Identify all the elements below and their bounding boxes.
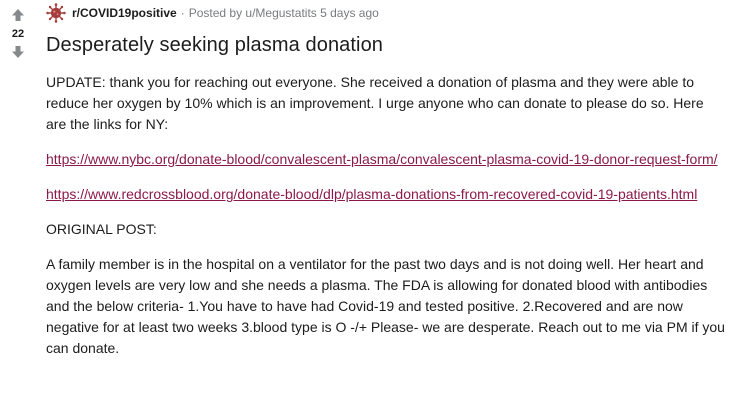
vote-count: 22 (11, 28, 25, 40)
update-paragraph: UPDATE: thank you for reaching out everyone. She received a donation of plasma and they were able to reduce her oxygen by 10% which is an improvement. I urge anyone who can donate to please do so. Here are the links for NY: (46, 74, 704, 132)
downvote-arrow-icon (11, 45, 25, 59)
original-post-paragraph: A family member is in the hospital on a ventilator for the past two days and is not doing well. Her heart and oxygen levels are very low and she needs a plasma. The FDA is allowing for donated blood with antibodies and the below criteria- 1.You have to have had Covid-19 and tested positive. 2.Recovered and are now negative for at least two weeks 3.blood type is O -/+ Please- we are desperate. Reach out to me via PM if you can donate. (46, 256, 725, 356)
upvote-arrow-icon (11, 8, 25, 22)
original-post-heading: ORIGINAL POST: (46, 221, 157, 237)
post (46, 0, 726, 373)
meta-separator: · (180, 6, 185, 20)
upvote-button[interactable] (8, 6, 28, 24)
post-body (46, 72, 726, 359)
link-paragraph-1 (46, 149, 726, 170)
subreddit-link[interactable]: r/COVID19positive (72, 6, 177, 20)
post-meta (46, 0, 726, 26)
vote-column (0, 0, 36, 61)
virus-icon[interactable] (46, 3, 66, 23)
link-paragraph-2 (46, 184, 726, 205)
downvote-button[interactable] (8, 43, 28, 61)
posted-by: Posted by u/Megustatits 5 days ago (188, 6, 379, 20)
redcross-link[interactable]: https://www.redcrossblood.org/donate-blood/dlp/plasma-donations-from-recovered-covid-19-patients.html (46, 186, 698, 202)
nybc-link[interactable]: https://www.nybc.org/donate-blood/convalescent-plasma/convalescent-plasma-covid-19-donor-request-form/ (46, 151, 718, 167)
post-title[interactable]: Desperately seeking plasma donation (46, 34, 384, 56)
